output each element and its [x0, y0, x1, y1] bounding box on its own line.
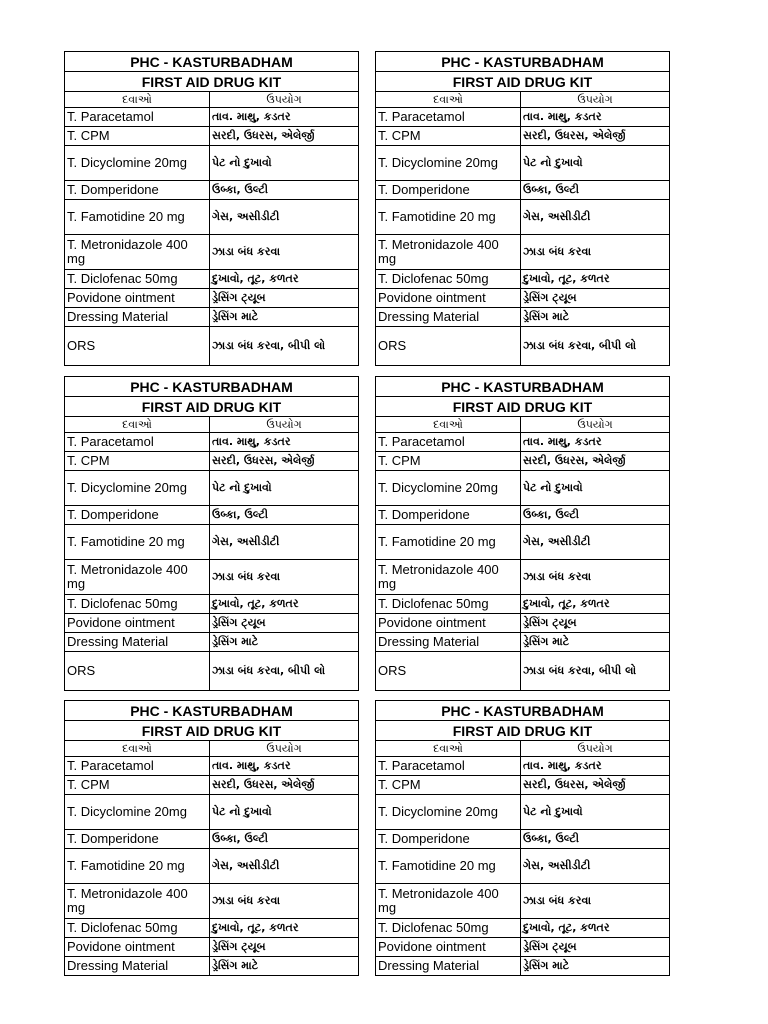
- drug-name: T. Metronidazole 400 mg: [376, 884, 521, 919]
- table-row: [376, 633, 670, 652]
- table-row: [376, 938, 670, 957]
- drug-use: ઝાડા બંધ કરવા: [521, 560, 670, 595]
- drug-use: ડ્રેસિંગ માટે: [210, 957, 359, 976]
- drug-use: ઉબ્કા, ઉલ્ટી: [521, 830, 670, 849]
- drug-use: પેટ નો દુખાવો: [521, 471, 670, 506]
- drug-use: પેટ નો દુખાવો: [521, 146, 670, 181]
- column-header-drug: દવાઓ: [376, 741, 521, 757]
- drug-use: ઝાડા બંધ કરવા, બીપી લો: [210, 652, 359, 691]
- label-title: PHC - KASTURBADHAM: [376, 377, 670, 397]
- table-row: [376, 560, 670, 595]
- table-row: [376, 884, 670, 919]
- drug-name: T. Dicyclomine 20mg: [376, 471, 521, 506]
- column-header-use: ઉપયોગ: [210, 92, 359, 108]
- table-row: [65, 830, 359, 849]
- table-row: [65, 471, 359, 506]
- drug-name: Povidone ointment: [376, 938, 521, 957]
- drug-name: T. Famotidine 20 mg: [65, 849, 210, 884]
- table-row: [376, 289, 670, 308]
- drug-use: ગેસ, અસીડીટી: [521, 200, 670, 235]
- drug-name: Dressing Material: [376, 957, 521, 976]
- drug-use: ઝાડા બંધ કરવા: [210, 884, 359, 919]
- table-row: [65, 289, 359, 308]
- table-row: [376, 471, 670, 506]
- table-row: [65, 327, 359, 366]
- column-header-use: ઉપયોગ: [521, 741, 670, 757]
- drug-name: T. CPM: [376, 127, 521, 146]
- drug-name: Dressing Material: [376, 633, 521, 652]
- drug-use: ડ્રેસિંગ માટે: [521, 308, 670, 327]
- drug-name: T. Diclofenac 50mg: [65, 270, 210, 289]
- drug-use: ઉબ્કા, ઉલ્ટી: [210, 181, 359, 200]
- drug-use: ઝાડા બંધ કરવા: [521, 884, 670, 919]
- drug-name: T. Paracetamol: [65, 433, 210, 452]
- drug-use: ડ્રેસિંગ માટે: [210, 633, 359, 652]
- drug-name: T. Paracetamol: [376, 757, 521, 776]
- table-row: [65, 525, 359, 560]
- drug-name: T. Metronidazole 400 mg: [376, 560, 521, 595]
- drug-use: ડ્રેસિંગ ટ્યૂબ: [521, 289, 670, 308]
- drug-name: T. Dicyclomine 20mg: [376, 146, 521, 181]
- table-row: [65, 308, 359, 327]
- drug-name: Povidone ointment: [65, 614, 210, 633]
- drug-use: ઉબ્કા, ઉલ્ટી: [210, 506, 359, 525]
- drug-name: ORS: [65, 652, 210, 691]
- table-row: [376, 506, 670, 525]
- drug-name: ORS: [376, 652, 521, 691]
- drug-use: ઉબ્કા, ઉલ્ટી: [521, 181, 670, 200]
- drug-name: T. Dicyclomine 20mg: [65, 795, 210, 830]
- table-row: [376, 919, 670, 938]
- drug-use: તાવ. માથુ, કડતર: [521, 108, 670, 127]
- table-row: [65, 849, 359, 884]
- table-row: [376, 235, 670, 270]
- drug-kit-label: [64, 51, 359, 366]
- table-row: [376, 200, 670, 235]
- drug-name: T. Famotidine 20 mg: [65, 525, 210, 560]
- drug-use: ઝાડા બંધ કરવા: [210, 560, 359, 595]
- drug-use: દુખાવો, તૂટ, કળતર: [210, 270, 359, 289]
- drug-name: T. Dicyclomine 20mg: [376, 795, 521, 830]
- drug-name: T. Dicyclomine 20mg: [65, 146, 210, 181]
- drug-use: તાવ. માથુ, કડતર: [210, 108, 359, 127]
- table-row: [376, 776, 670, 795]
- column-header-drug: દવાઓ: [376, 92, 521, 108]
- drug-name: T. Famotidine 20 mg: [376, 200, 521, 235]
- label-subtitle: FIRST AID DRUG KIT: [65, 72, 359, 92]
- drug-use: દુખાવો, તૂટ, કળતર: [521, 595, 670, 614]
- table-row: [376, 652, 670, 691]
- table-row: [65, 884, 359, 919]
- drug-name: T. Diclofenac 50mg: [376, 595, 521, 614]
- drug-use: પેટ નો દુખાવો: [210, 146, 359, 181]
- table-row: [65, 127, 359, 146]
- drug-use: દુખાવો, તૂટ, કળતર: [210, 595, 359, 614]
- drug-name: T. CPM: [65, 776, 210, 795]
- drug-name: T. Domperidone: [65, 830, 210, 849]
- table-row: [376, 757, 670, 776]
- table-row: [65, 235, 359, 270]
- column-header-use: ઉપયોગ: [210, 741, 359, 757]
- label-subtitle: FIRST AID DRUG KIT: [65, 397, 359, 417]
- drug-use: સરદી, ઉધરસ, એલેર્જી: [521, 452, 670, 471]
- drug-use: ડ્રેસિંગ માટે: [521, 633, 670, 652]
- table-row: [376, 308, 670, 327]
- table-row: [65, 652, 359, 691]
- drug-name: T. Paracetamol: [65, 108, 210, 127]
- table-row: [65, 560, 359, 595]
- drug-name: T. Paracetamol: [65, 757, 210, 776]
- column-header-drug: દવાઓ: [376, 417, 521, 433]
- drug-use: તાવ. માથુ, કડતર: [521, 433, 670, 452]
- drug-use: દુખાવો, તૂટ, કળતર: [521, 270, 670, 289]
- drug-kit-label: [375, 376, 670, 691]
- drug-use: દુખાવો, તૂટ, કળતર: [521, 919, 670, 938]
- table-row: [376, 146, 670, 181]
- label-title: PHC - KASTURBADHAM: [376, 52, 670, 72]
- drug-name: T. Domperidone: [376, 506, 521, 525]
- drug-name: T. Famotidine 20 mg: [65, 200, 210, 235]
- drug-use: ઉબ્કા, ઉલ્ટી: [521, 506, 670, 525]
- drug-use: ડ્રેસિંગ ટ્યૂબ: [210, 938, 359, 957]
- drug-use: તાવ. માથુ, કડતર: [210, 757, 359, 776]
- table-row: [376, 327, 670, 366]
- drug-kit-label: [64, 376, 359, 691]
- drug-use: ઝાડા બંધ કરવા, બીપી લો: [521, 327, 670, 366]
- label-title: PHC - KASTURBADHAM: [65, 377, 359, 397]
- table-row: [376, 433, 670, 452]
- drug-use: ઝાડા બંધ કરવા: [521, 235, 670, 270]
- drug-use: ડ્રેસિંગ માટે: [210, 308, 359, 327]
- drug-name: T. Dicyclomine 20mg: [65, 471, 210, 506]
- table-row: [65, 757, 359, 776]
- drug-use: ડ્રેસિંગ ટ્યૂબ: [521, 614, 670, 633]
- table-row: [65, 270, 359, 289]
- table-row: [65, 506, 359, 525]
- table-row: [376, 270, 670, 289]
- table-row: [65, 181, 359, 200]
- table-row: [376, 849, 670, 884]
- label-subtitle: FIRST AID DRUG KIT: [376, 721, 670, 741]
- drug-kit-label: [375, 51, 670, 366]
- drug-name: Dressing Material: [65, 308, 210, 327]
- column-header-drug: દવાઓ: [65, 417, 210, 433]
- drug-name: ORS: [376, 327, 521, 366]
- drug-use: ગેસ, અસીડીટી: [521, 525, 670, 560]
- table-row: [65, 957, 359, 976]
- drug-use: ગેસ, અસીડીટી: [210, 200, 359, 235]
- drug-name: T. CPM: [376, 776, 521, 795]
- drug-name: T. Metronidazole 400 mg: [376, 235, 521, 270]
- drug-name: T. Metronidazole 400 mg: [65, 884, 210, 919]
- drug-use: સરદી, ઉધરસ, એલેર્જી: [210, 452, 359, 471]
- drug-name: T. CPM: [65, 452, 210, 471]
- drug-use: પેટ નો દુખાવો: [521, 795, 670, 830]
- column-header-drug: દવાઓ: [65, 741, 210, 757]
- column-header-use: ઉપયોગ: [521, 92, 670, 108]
- drug-name: Dressing Material: [65, 633, 210, 652]
- label-subtitle: FIRST AID DRUG KIT: [376, 72, 670, 92]
- drug-name: T. Domperidone: [376, 181, 521, 200]
- table-row: [65, 200, 359, 235]
- drug-use: ડ્રેસિંગ ટ્યૂબ: [210, 614, 359, 633]
- table-row: [376, 108, 670, 127]
- drug-name: T. Famotidine 20 mg: [376, 525, 521, 560]
- table-row: [376, 452, 670, 471]
- table-row: [65, 433, 359, 452]
- label-title: PHC - KASTURBADHAM: [376, 701, 670, 721]
- drug-name: T. CPM: [376, 452, 521, 471]
- table-row: [376, 830, 670, 849]
- drug-use: ગેસ, અસીડીટી: [210, 849, 359, 884]
- drug-name: Povidone ointment: [65, 938, 210, 957]
- drug-use: સરદી, ઉધરસ, એલેર્જી: [521, 776, 670, 795]
- drug-name: T. Diclofenac 50mg: [65, 919, 210, 938]
- drug-use: સરદી, ઉધરસ, એલેર્જી: [210, 127, 359, 146]
- drug-name: T. Famotidine 20 mg: [376, 849, 521, 884]
- table-row: [376, 614, 670, 633]
- drug-use: ડ્રેસિંગ ટ્યૂબ: [210, 289, 359, 308]
- drug-name: T. CPM: [65, 127, 210, 146]
- label-subtitle: FIRST AID DRUG KIT: [65, 721, 359, 741]
- drug-name: T. Diclofenac 50mg: [65, 595, 210, 614]
- drug-name: Povidone ointment: [376, 289, 521, 308]
- label-subtitle: FIRST AID DRUG KIT: [376, 397, 670, 417]
- table-row: [376, 525, 670, 560]
- table-row: [376, 595, 670, 614]
- drug-use: સરદી, ઉધરસ, એલેર્જી: [521, 127, 670, 146]
- table-row: [65, 919, 359, 938]
- drug-name: Dressing Material: [65, 957, 210, 976]
- drug-name: Povidone ointment: [376, 614, 521, 633]
- drug-name: Dressing Material: [376, 308, 521, 327]
- table-row: [65, 595, 359, 614]
- column-header-use: ઉપયોગ: [210, 417, 359, 433]
- drug-name: T. Diclofenac 50mg: [376, 919, 521, 938]
- drug-kit-label: [375, 700, 670, 976]
- drug-use: ઝાડા બંધ કરવા, બીપી લો: [521, 652, 670, 691]
- drug-use: દુખાવો, તૂટ, કળતર: [210, 919, 359, 938]
- drug-use: ઉબ્કા, ઉલ્ટી: [210, 830, 359, 849]
- drug-name: T. Paracetamol: [376, 108, 521, 127]
- label-title: PHC - KASTURBADHAM: [65, 52, 359, 72]
- drug-name: T. Diclofenac 50mg: [376, 270, 521, 289]
- drug-use: પેટ નો દુખાવો: [210, 795, 359, 830]
- table-row: [376, 795, 670, 830]
- table-row: [376, 127, 670, 146]
- drug-use: તાવ. માથુ, કડતર: [210, 433, 359, 452]
- drug-use: ઝાડા બંધ કરવા, બીપી લો: [210, 327, 359, 366]
- drug-use: સરદી, ઉધરસ, એલેર્જી: [210, 776, 359, 795]
- table-row: [65, 795, 359, 830]
- drug-use: ડ્રેસિંગ માટે: [521, 957, 670, 976]
- table-row: [65, 614, 359, 633]
- table-row: [376, 181, 670, 200]
- table-row: [65, 776, 359, 795]
- label-title: PHC - KASTURBADHAM: [65, 701, 359, 721]
- drug-name: T. Domperidone: [65, 181, 210, 200]
- drug-use: ડ્રેસિંગ ટ્યૂબ: [521, 938, 670, 957]
- drug-use: પેટ નો દુખાવો: [210, 471, 359, 506]
- table-row: [65, 633, 359, 652]
- drug-name: ORS: [65, 327, 210, 366]
- drug-use: તાવ. માથુ, કડતર: [521, 757, 670, 776]
- drug-name: T. Metronidazole 400 mg: [65, 235, 210, 270]
- drug-name: T. Metronidazole 400 mg: [65, 560, 210, 595]
- table-row: [65, 108, 359, 127]
- drug-name: T. Domperidone: [65, 506, 210, 525]
- column-header-use: ઉપયોગ: [521, 417, 670, 433]
- drug-name: T. Domperidone: [376, 830, 521, 849]
- table-row: [376, 957, 670, 976]
- drug-kit-label: [64, 700, 359, 976]
- drug-use: ગેસ, અસીડીટી: [210, 525, 359, 560]
- drug-use: ગેસ, અસીડીટી: [521, 849, 670, 884]
- table-row: [65, 452, 359, 471]
- column-header-drug: દવાઓ: [65, 92, 210, 108]
- table-row: [65, 938, 359, 957]
- table-row: [65, 146, 359, 181]
- drug-name: Povidone ointment: [65, 289, 210, 308]
- drug-name: T. Paracetamol: [376, 433, 521, 452]
- drug-use: ઝાડા બંધ કરવા: [210, 235, 359, 270]
